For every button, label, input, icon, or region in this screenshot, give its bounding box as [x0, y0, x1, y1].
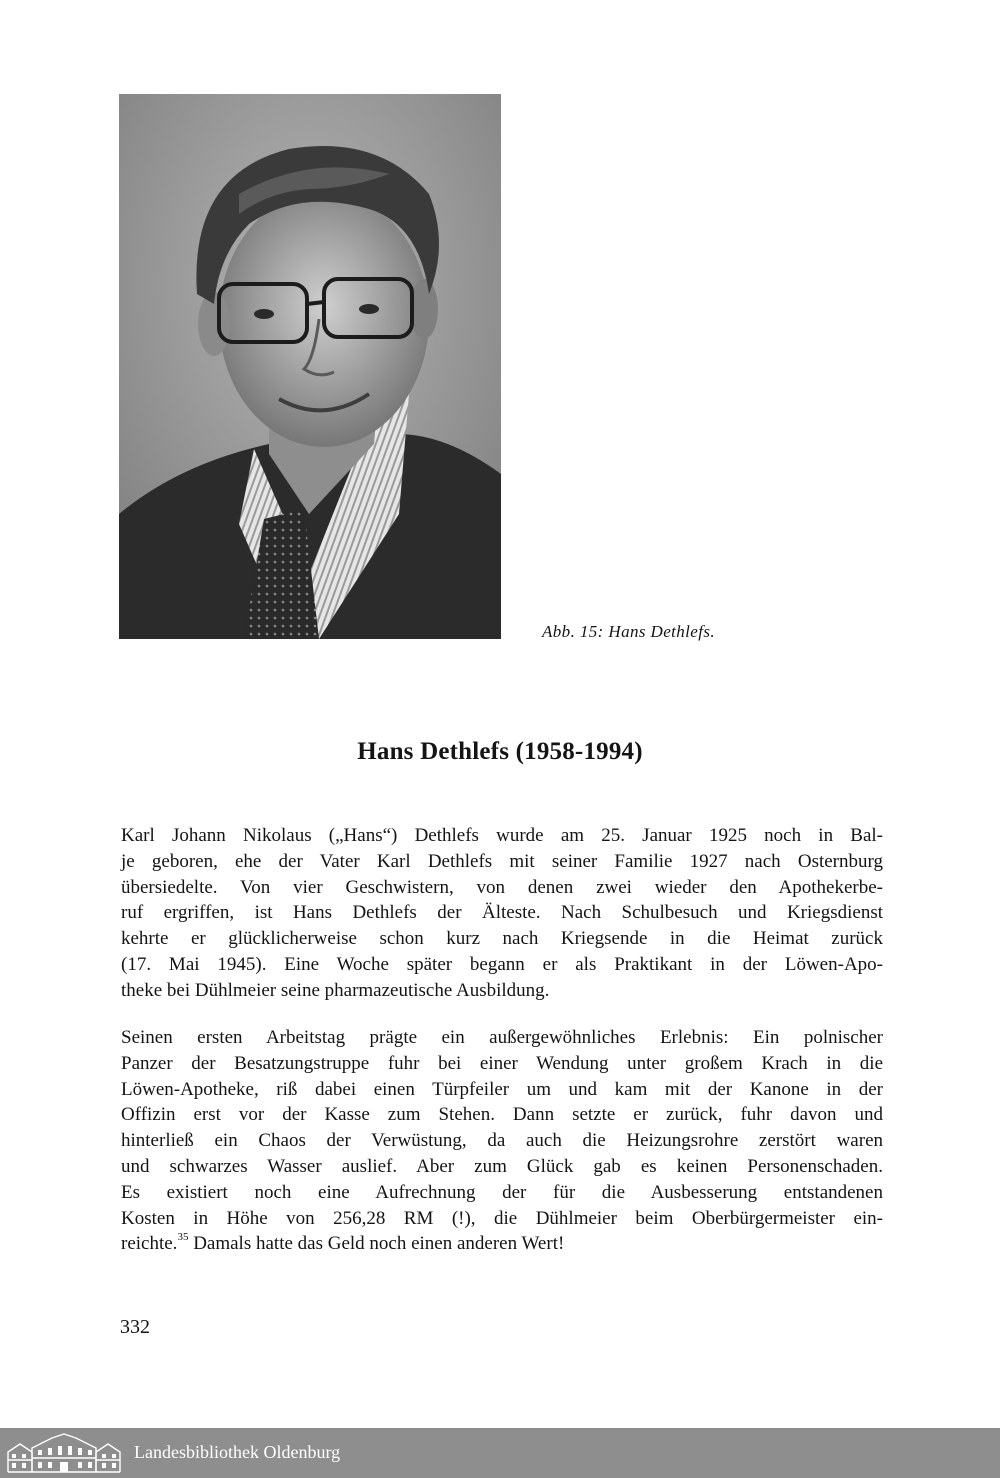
text-line: Karl Johann Nikolaus („Hans“) Dethlefs wurde am 25. Januar 1925 noch in Bal- [121, 825, 883, 846]
text-line: (17. Mai 1945). Eine Woche später begann er als Praktikant in der Löwen-Apo- [121, 953, 883, 975]
page-number: 332 [120, 1316, 150, 1338]
footnote-marker[interactable]: 35 [177, 1231, 189, 1244]
text-line: und schwarzes Wasser auslief. Aber zum Glück gab es keinen Personenschaden. [121, 1155, 883, 1177]
text-line: kehrte er glücklicherweise schon kurz nach Kriegsende in die Heimat zurück [121, 928, 883, 950]
figure-caption: Abb. 15: Hans Dethlefs. [542, 622, 716, 641]
text-fragment: Damals hatte das Geld noch einen anderen Wert! [188, 1233, 565, 1255]
library-building-logo-icon [6, 1432, 122, 1474]
text-line: übersiedelte. Von vier Geschwistern, von denen zwei wieder den Apothekerbe- [121, 876, 883, 898]
footer-bar [0, 1428, 1000, 1478]
text-line-last [121, 1231, 883, 1257]
text-line: Löwen-Apotheke, riß dabei einen Türpfeiler um und kam mit der Kanone in der [121, 1078, 883, 1100]
text-line: Panzer der Besatzungstruppe fuhr bei einer Wendung unter großem Krach in die [121, 1052, 883, 1074]
portrait-photo [119, 94, 501, 639]
text-line: Offizin erst vor der Kasse zum Stehen. Dann setzte er zurück, fuhr davon und [121, 1104, 883, 1126]
text-line: theke bei Dühlmeier seine pharmazeutische Ausbildung. [121, 979, 550, 1001]
text-line: Seinen ersten Arbeitstag prägte ein außergewöhnliches Erlebnis: Ein polnischer [121, 1027, 883, 1048]
paragraph-2 [121, 1025, 883, 1257]
text-line: ruf ergriffen, ist Hans Dethlefs der Älteste. Nach Schulbesuch und Kriegsdienst [121, 902, 883, 924]
section-heading: Hans Dethlefs (1958-1994) [357, 738, 643, 765]
portrait-icon [119, 94, 501, 639]
library-name: Landesbibliothek Oldenburg [134, 1442, 341, 1462]
text-line: hinterließ ein Chaos der Verwüstung, da auch die Heizungsrohre zerstört waren [121, 1130, 883, 1152]
text-line: Kosten in Höhe von 256,28 RM (!), die Dühlmeier beim Oberbürgermeister ein- [121, 1207, 883, 1229]
paragraph-1 [121, 823, 883, 1004]
text-line: je geboren, ehe der Vater Karl Dethlefs mit seiner Familie 1927 nach Osternburg [121, 850, 883, 872]
text-line: Es existiert noch eine Aufrechnung der für die Ausbesserung entstandenen [121, 1181, 883, 1203]
text-fragment: reichte. [121, 1233, 178, 1255]
